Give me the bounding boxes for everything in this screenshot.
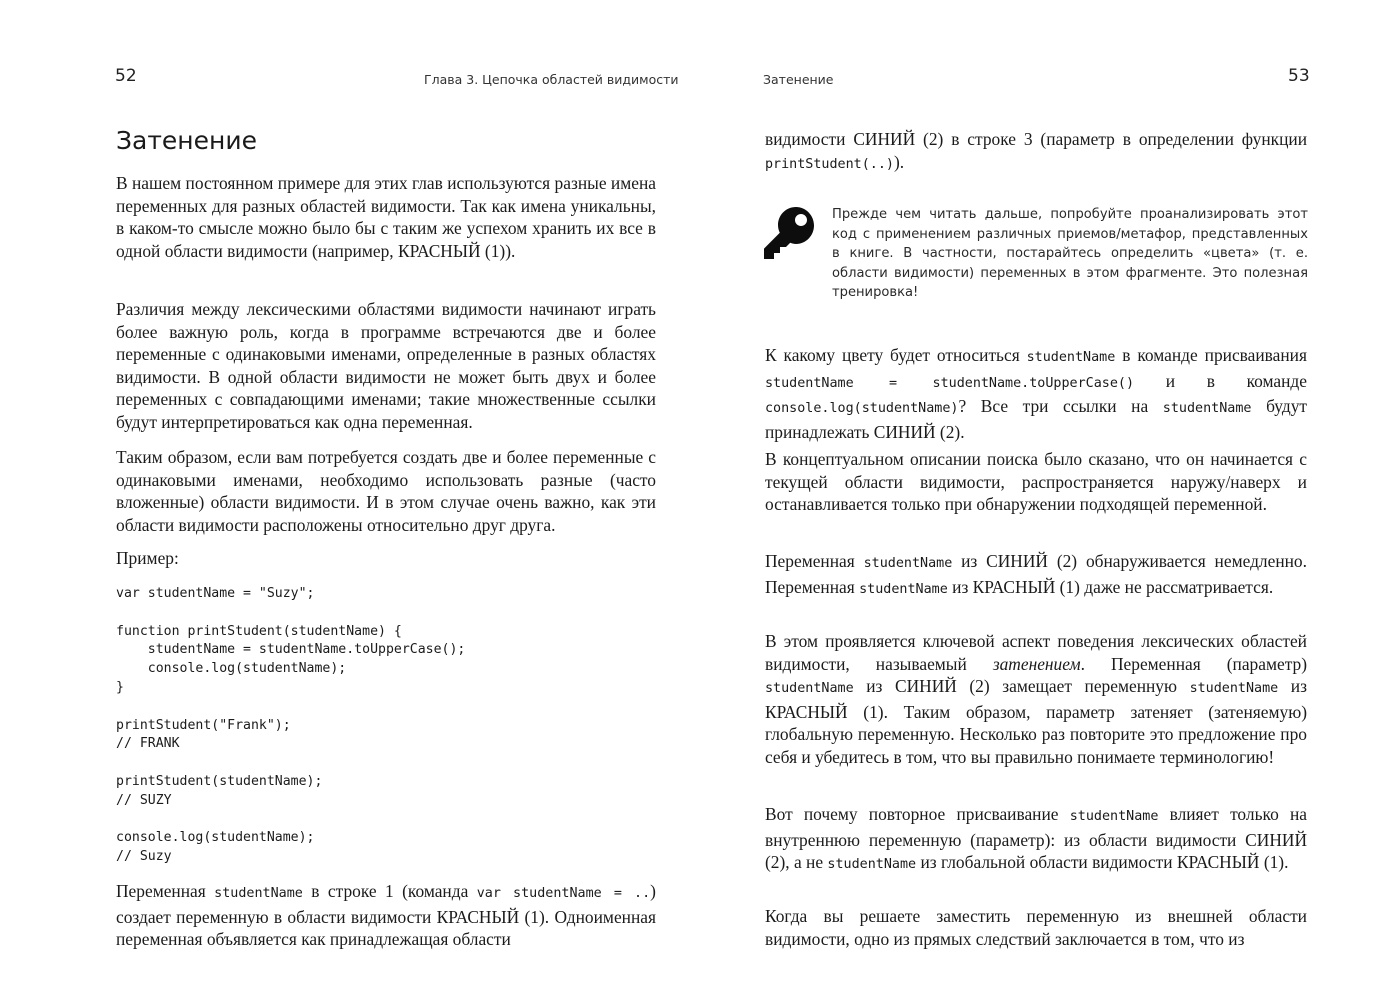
- paragraph: Таким образом, если вам потребуется создать две и более переменные с одинаковыми именами, необходимо использовать разные (часто вложенные) области видимости. И в этом случае очень важно, как эти области видимости расположены относительно друг друга.: [116, 447, 656, 535]
- paragraph: Различия между лексическими областями видимости начинают играть более важную роль, когда в программе встречаются две и более переменные с одинаковыми именами, определенные в разных областях видимости. В одной области видимости не может быть двух и более переменных с совпадающими именами; такие множественные ссылки будут интерпретироваться как одна переменная.: [116, 299, 656, 432]
- inline-code: studentName: [1162, 401, 1252, 417]
- paragraph: видимости СИНИЙ (2) в строке 3 (параметр в определении функции printStudent(..)).: [765, 129, 1307, 172]
- emphasis: затенением: [992, 653, 1081, 674]
- page-number: 52: [115, 66, 137, 86]
- inline-code: studentName = studentName.toUpperCase(): [765, 375, 1135, 391]
- note-text: Прежде чем читать дальше, попробуйте проанализировать этот код с применением различных приемов/метафор, представленных в книге. В частности, постарайтесь определить «цвета» (т. е. области видимости) переменных в этом фрагменте. Это полезная тренировка!: [832, 207, 1308, 301]
- inline-code: studentName: [1189, 681, 1279, 697]
- inline-code: studentName: [863, 556, 953, 571]
- inline-code: var studentName = ..: [476, 886, 651, 901]
- inline-code: studentName: [1026, 350, 1116, 365]
- running-head: Глава 3. Цепочка областей видимости: [424, 72, 679, 87]
- right-page: [700, 0, 1387, 1000]
- paragraph: Вот почему повторное присваивание studentName влияет только на внутреннюю переменную (параметр): из области видимости СИНИЙ (2), а не studentName из глобальной области видимости КРАСНЫЙ (1).: [765, 804, 1307, 873]
- page-number: 53: [1288, 66, 1310, 86]
- paragraph: В нашем постоянном примере для этих глав используются разные имена переменных для разных областей видимости. Так как имена уникальны, в каком-то смысле можно было бы с таким же успехом хранить их все в одной области видимости (например, КРАСНЫЙ (1)).: [116, 173, 656, 261]
- key-icon: [762, 205, 818, 261]
- running-head: Затенение: [763, 72, 834, 87]
- paragraph: В концептуальном описании поиска было сказано, что он начинается с текущей области видимости, распространяется наружу/наверх и останавливается только при обнаружении подходящей переменной.: [765, 449, 1307, 515]
- inline-code: studentName: [859, 581, 948, 597]
- inline-code: studentName: [827, 857, 917, 873]
- inline-code: studentName: [1069, 809, 1159, 824]
- paragraph: К какому цвету будет относиться studentName в команде присваивания studentName = studentName.toUpperCase() и в команде console.log(studentName)? Все три ссылки на studentName будут принадлежать СИНИЙ (2).: [765, 345, 1307, 442]
- section-title: Затенение: [116, 126, 257, 155]
- paragraph: Когда вы решаете заместить переменную из внешней области видимости, одно из прямых следствий заключается в том, что из: [765, 906, 1307, 949]
- example-label: Пример:: [116, 548, 179, 568]
- code-block: var studentName = "Suzy"; function printStudent(studentName) { studentName = studentName.toUpperCase(); console.log(studentName); } printStudent("Frank"); // FRANK printStudent(studentName); // SUZY console.log(studentName); // Suzy: [116, 586, 466, 865]
- paragraph: Переменная studentName в строке 1 (команда var studentName = ..) создает переменную в области видимости КРАСНЫЙ (1). Одноименная переменная объявляется как принадлежащая области: [116, 881, 656, 950]
- inline-code: console.log(studentName): [765, 401, 959, 417]
- paragraph: В этом проявляется ключевой аспект поведения лексических областей видимости, называемый затенением. Переменная (параметр) studentName из СИНИЙ (2) замещает переменную studentName из КРАСНЫЙ (1). Таким образом, параметр затеняет (затеняемую) глобальную переменную. Несколько раз повторите это предложение про себя и убедитесь в том, что вы правильно понимаете терминологию!: [765, 631, 1307, 767]
- inline-code: studentName: [214, 886, 303, 901]
- paragraph: Переменная studentName из СИНИЙ (2) обнаруживается немедленно. Переменная studentName из КРАСНЫЙ (1) даже не рассматривается.: [765, 551, 1307, 597]
- inline-code: studentName: [765, 681, 854, 697]
- tip-note: [762, 205, 1312, 315]
- inline-code: printStudent(..): [765, 156, 894, 172]
